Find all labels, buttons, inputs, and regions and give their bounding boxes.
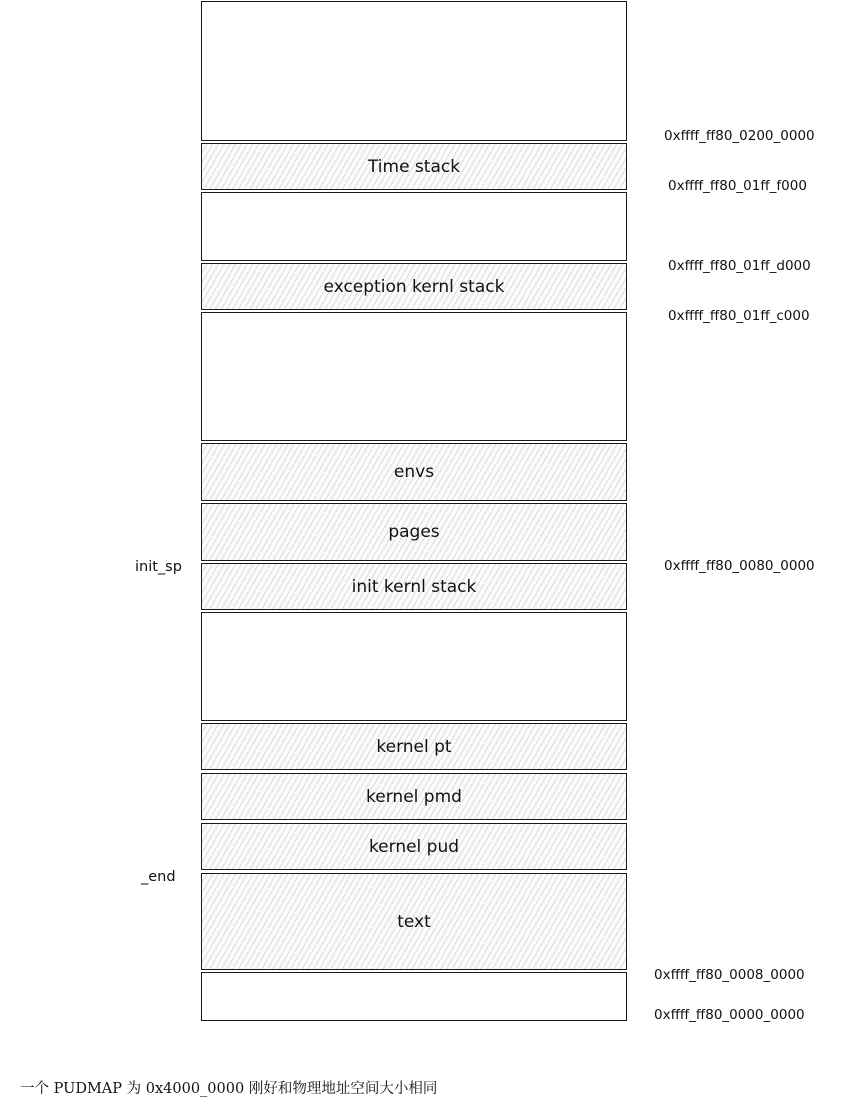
address-label: 0xffff_ff80_01ff_f000 [668,178,807,194]
region-kernel-pud [201,823,627,870]
region-gap-3 [201,612,627,721]
region-text [201,873,627,970]
address-label: 0xffff_ff80_01ff_c000 [668,308,810,324]
init-sp-label: init_sp [135,559,182,575]
region-label: kernel pmd [366,786,462,807]
region-kernel-pt [201,723,627,770]
region-init-kernel-stack [201,563,627,610]
region-kernel-pmd [201,773,627,820]
region-label: text [397,911,431,932]
address-label: 0xffff_ff80_01ff_d000 [668,258,811,274]
region-pages [201,503,627,561]
region-label: exception kernl stack [323,276,505,297]
address-label: 0xffff_ff80_0000_0000 [654,1007,805,1023]
region-unused-top [201,1,627,141]
region-exception-kernel-stack [201,263,627,310]
caption-text: 一个 PUDMAP 为 0x4000_0000 刚好和物理地址空间大小相同 [20,1081,438,1097]
region-envs [201,443,627,501]
region-gap-2 [201,312,627,441]
region-label: envs [393,462,435,482]
region-label: kernel pt [376,736,452,757]
address-label: 0xffff_ff80_0008_0000 [654,967,805,983]
address-label: 0xffff_ff80_0080_0000 [664,558,815,574]
region-label: init kernl stack [351,576,477,597]
region-gap-1 [201,192,627,261]
region-unused-bottom [201,972,627,1021]
end-label: _end [141,869,176,885]
region-label: Time stack [367,156,461,177]
region-label: kernel pud [368,836,460,857]
region-time-stack [201,143,627,190]
region-label: pages [388,522,440,542]
address-label: 0xffff_ff80_0200_0000 [664,128,815,144]
